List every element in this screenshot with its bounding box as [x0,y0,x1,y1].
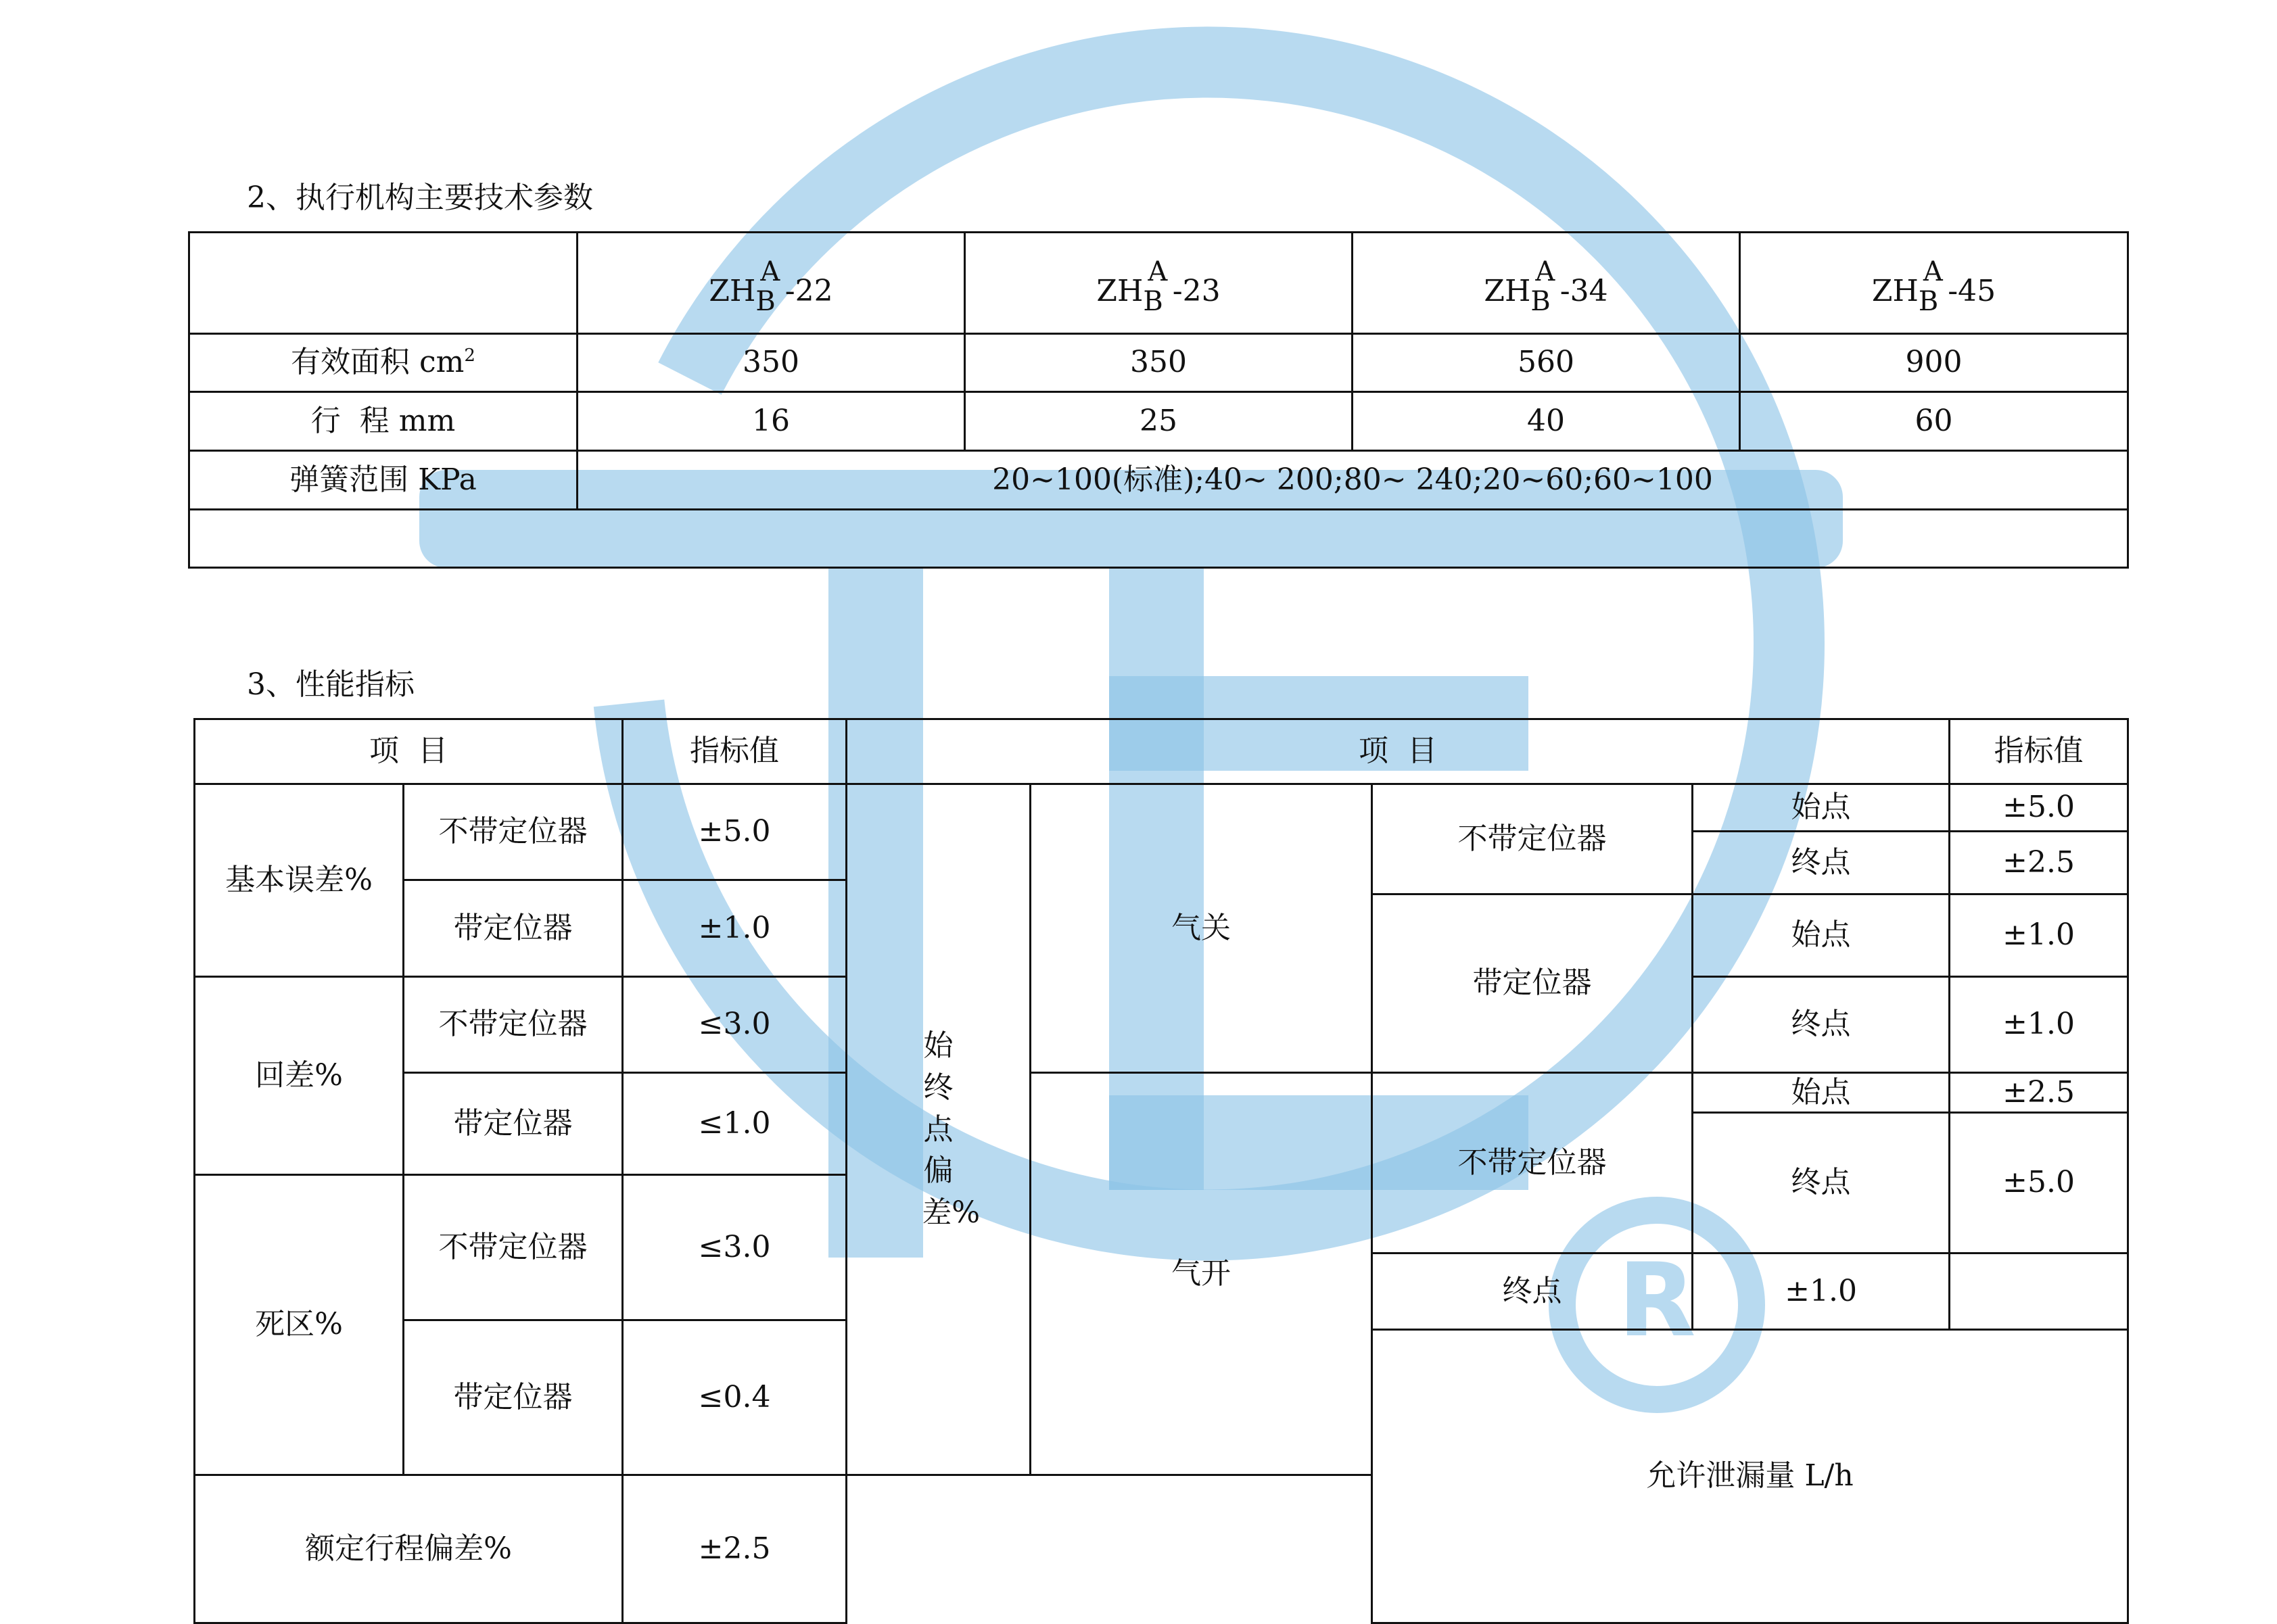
value-cell: ±1.0 [1950,977,2128,1073]
table-row [189,233,2128,334]
left-header-value: 指标值 [623,719,847,784]
positioner-label: 带定位器 [1372,894,1693,1073]
table-cell: 900 [1740,334,2128,392]
actuator-params-table [188,231,2129,569]
section3-title: 3、性能指标 [247,667,415,702]
table-cell: 350 [965,334,1353,392]
table-row [189,451,2128,510]
sub-label: 不带定位器 [404,1175,623,1320]
mode-label: 气关 [1031,784,1372,1073]
empty-row [189,510,2128,568]
spring-range-value: 20~100(标准);40~ 200;80~ 240;20~60;60~100 [578,451,2128,510]
row-label: 有效面积 $cm^2$ [189,334,578,392]
rated-travel-label: 额定行程偏差% [195,1475,623,1623]
value-cell: ±1.0 [1950,894,2128,977]
row-label: 行 程 mm [189,392,578,451]
table-row [195,719,2128,784]
table-cell: 25 [965,392,1353,451]
mode-label: 气开 [1031,1073,1372,1475]
point-label: 终点 [1693,1113,1950,1253]
value-cell: ±5.0 [1950,784,2128,832]
positioner-label: 不带定位器 [1372,1073,1693,1253]
sub-label: 不带定位器 [404,977,623,1073]
sub-label: 带定位器 [404,1320,623,1475]
sub-label: 带定位器 [404,1073,623,1175]
svg-text:R: R [1618,1242,1696,1360]
model-header: ZHB A -23 [965,233,1353,334]
point-label: 终点 [1693,832,1950,894]
row-label: 弹簧范围 KPa [189,451,578,510]
right-header-value: 指标值 [1950,719,2128,784]
point-label: 始点 [1693,894,1950,977]
table-row [195,784,2128,832]
table-row [189,392,2128,451]
point-label: 终点 [1693,977,1950,1073]
left-header-item: 项 目 [195,719,623,784]
table-row [189,334,2128,392]
performance-table [193,718,2129,1624]
value-cell: ±5.0 [1950,1113,2128,1253]
model-header: ZHB A -45 [1740,233,2128,334]
value-cell: ±1.0 [1693,1253,1950,1329]
model-header: ZHB A -34 [1353,233,1740,334]
value-cell: ≤3.0 [623,1175,847,1320]
corner-cell [189,233,578,334]
leakage-label: 允许泄漏量 L/h [1372,1329,2128,1623]
point-label: 始点 [1693,784,1950,832]
table-cell: 350 [578,334,965,392]
value-cell: ≤0.4 [623,1320,847,1475]
point-label: 终点 [1372,1253,1693,1329]
table-row [189,510,2128,568]
sub-label: 不带定位器 [404,784,623,880]
value-cell: ≤1.0 [623,1073,847,1175]
value-cell: ≤3.0 [623,977,847,1073]
value-cell: ±5.0 [623,784,847,880]
value-cell: ±2.5 [623,1475,847,1623]
deviation-label: 始终点偏差% [847,784,1031,1475]
positioner-label: 不带定位器 [1372,784,1693,894]
model-header: ZHB A -22 [578,233,965,334]
group-label: 回差% [195,977,404,1175]
table-cell: 40 [1353,392,1740,451]
value-cell: ±1.0 [623,880,847,977]
table-cell: 16 [578,392,965,451]
table-cell: 560 [1353,334,1740,392]
value-cell: ±2.5 [1950,1073,2128,1113]
right-header-item: 项 目 [847,719,1950,784]
group-label: 基本误差% [195,784,404,977]
section2-title: 2、执行机构主要技术参数 [247,181,593,215]
sub-label: 带定位器 [404,880,623,977]
table-row [195,1073,2128,1113]
group-label: 死区% [195,1175,404,1475]
table-cell: 60 [1740,392,2128,451]
value-cell: ±2.5 [1950,832,2128,894]
point-label: 始点 [1693,1073,1950,1113]
